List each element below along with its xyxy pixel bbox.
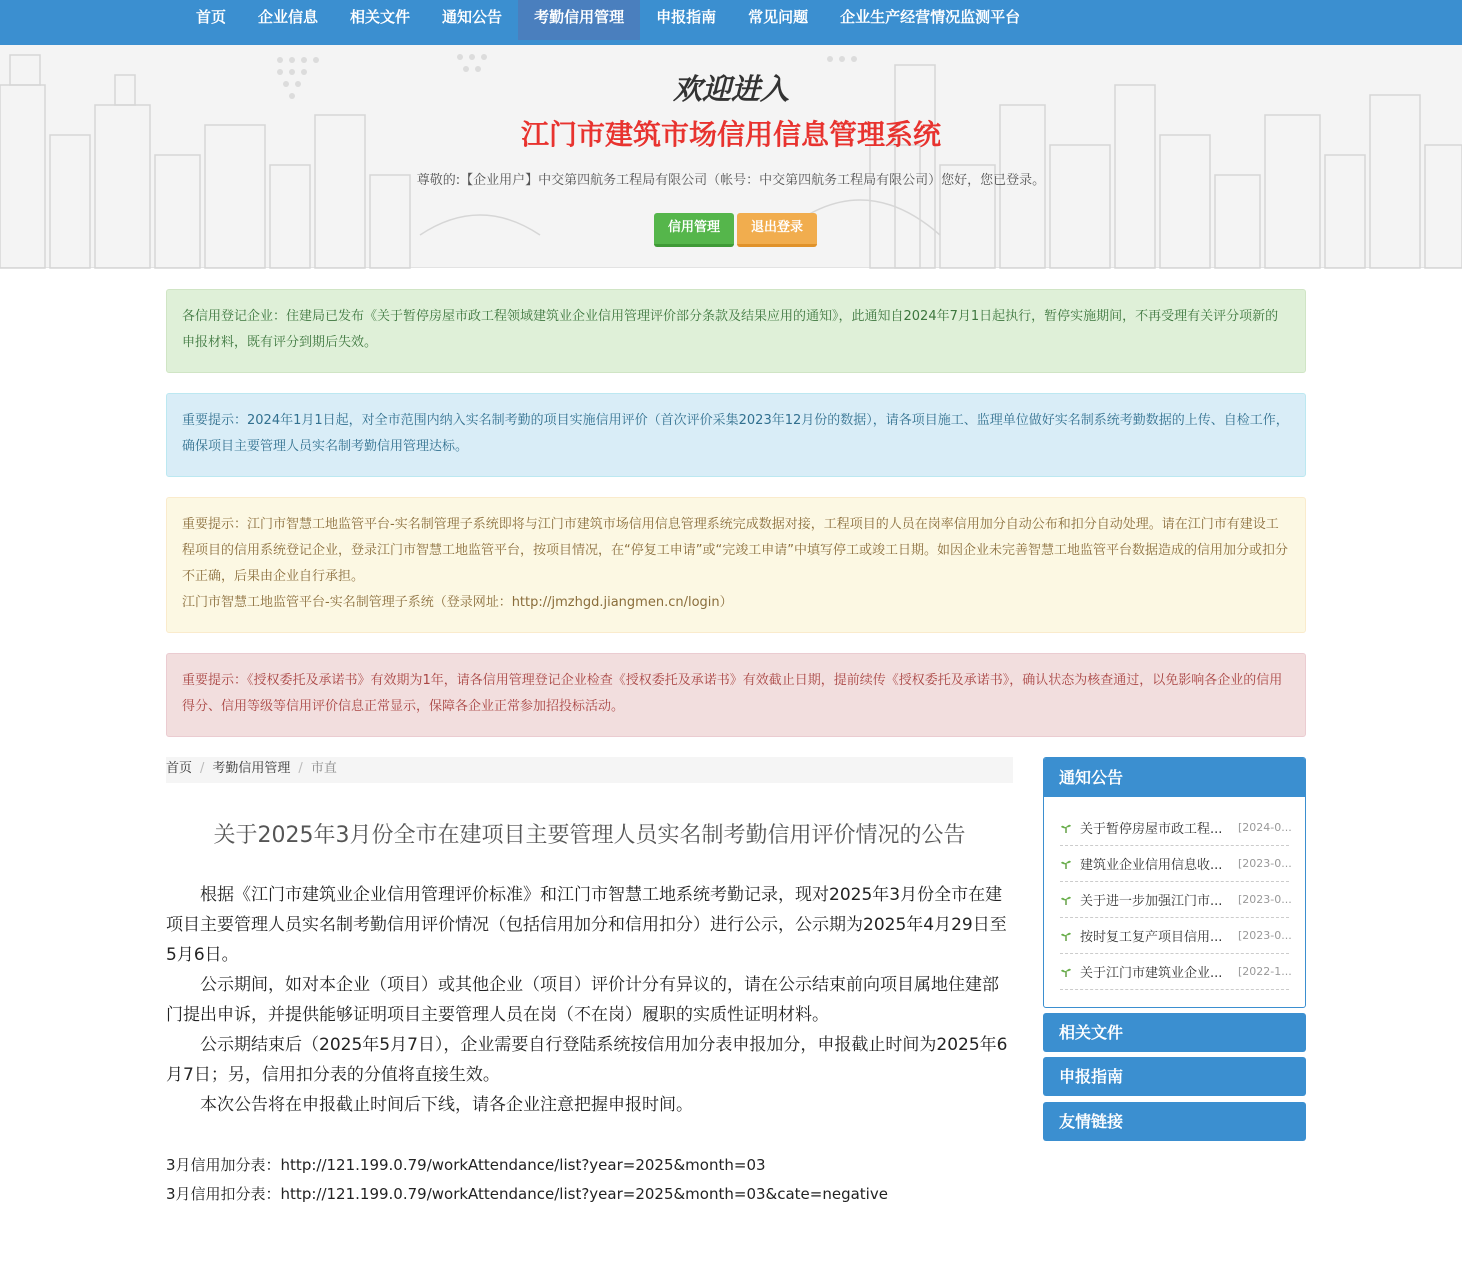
sidebar-guide[interactable]: 申报指南 (1043, 1057, 1306, 1096)
credit-plus-table-link[interactable]: 3月信用加分表：http://121.199.0.79/workAttendance/list?year=2025&month=03 (166, 1156, 766, 1174)
breadcrumb-home[interactable]: 首页 (166, 761, 193, 776)
notice-title: 建筑业企业信用信息收... (1080, 858, 1223, 873)
welcome-heading: 欢迎进入 (672, 72, 789, 106)
notice-panel-title[interactable]: 通知公告 (1044, 758, 1305, 797)
sprout-icon (1060, 858, 1072, 870)
notice-date: [2023-0... (1238, 857, 1292, 870)
notice-item[interactable] (1060, 918, 1292, 954)
nav-attendance-credit[interactable]: 考勤信用管理 (518, 0, 640, 40)
top-nav (0, 0, 1462, 45)
article-paragraph: 公示期间，如对本企业（项目）或其他企业（项目）评价计分有异议的，请在公示结束前向项目属地住建部门提出申诉，并提供能够证明项目主要管理人员在岗（不在岗）履职的实质性证明材料。 (166, 975, 999, 1025)
alert-smart-site-text: 重要提示：江门市智慧工地监管平台-实名制管理子系统即将与江门市建筑市场信用信息管理系统完成数据对接，工程项目的人员在岗率信用加分自动公布和扣分自动处理。请在江门市有建设工程项目的信用系统登记企业，登录江门市智慧工地监管平台，按项目情况，在“停复工申请”或“完竣工申请”中填写停工或竣工日期。如因企业未完善智慧工地监管平台数据造成的信用加分或扣分不正确，后果由企业自行承担。 (182, 517, 1288, 584)
nav-home[interactable]: 首页 (196, 8, 227, 26)
sprout-icon (1060, 822, 1072, 834)
alert-smart-site-login-url: 江门市智慧工地监管平台-实名制管理子系统（登录网址：http://jmzhgd.jiangmen.cn/login） (182, 595, 733, 610)
sidebar-friend-links[interactable]: 友情链接 (1043, 1102, 1306, 1141)
nav-menu (180, 0, 1036, 40)
nav-notices[interactable]: 通知公告 (442, 8, 503, 26)
notice-item[interactable] (1060, 846, 1292, 882)
nav-faq[interactable]: 常见问题 (748, 8, 809, 26)
article-paragraph: 根据《江门市建筑业企业信用管理评价标准》和江门市智慧工地系统考勤记录，现对2025年3月份全市在建项目主要管理人员实名制考勤信用评价情况（包括信用加分和信用扣分）进行公示，公示期为2025年4月29日至5月6日。 (166, 885, 1007, 965)
alert-smart-site-integration (166, 497, 1306, 633)
article-paragraph: 本次公告将在申报截止时间后下线，请各企业注意把握申报时间。 (200, 1095, 693, 1115)
notice-panel (1043, 757, 1306, 1008)
notice-title: 关于进一步加强江门市... (1080, 894, 1223, 909)
logout-button[interactable]: 退出登录 (737, 213, 817, 247)
breadcrumb-separator: / (298, 761, 303, 776)
article-links (166, 1151, 1013, 1209)
alert-suspension-text: 各信用登记企业：住建局已发布《关于暂停房屋市政工程领域建筑业企业信用管理评价部分条款及结果应用的通知》，此通知自2024年7月1日起执行，暂停实施期间，不再受理有关评分项新的申报材料，既有评分到期后失效。 (182, 309, 1279, 350)
notice-date: [2024-0... (1238, 821, 1292, 834)
alert-attendance-evaluation (166, 393, 1306, 477)
notice-title: 按时复工复产项目信用... (1080, 930, 1223, 945)
notice-date: [2022-1... (1238, 965, 1292, 978)
article-paragraph: 公示期结束后（2025年5月7日），企业需要自行登陆系统按信用加分表申报加分，申报截止时间为2025年6月7日；另，信用扣分表的分值将直接生效。 (166, 1035, 1008, 1085)
hero-banner (0, 45, 1462, 268)
credit-management-button[interactable]: 信用管理 (654, 213, 734, 247)
notice-title: 关于江门市建筑业企业... (1080, 966, 1223, 981)
user-greeting: 尊敬的:【企业用户】中交第四航务工程局有限公司（帐号：中交第四航务工程局有限公司）您好，您已登录。 (416, 173, 1046, 188)
sidebar-related-files[interactable]: 相关文件 (1043, 1013, 1306, 1052)
sprout-icon (1060, 894, 1072, 906)
breadcrumb (166, 757, 1013, 783)
breadcrumb-current: 市直 (310, 761, 337, 776)
notice-item[interactable] (1060, 810, 1292, 846)
alert-suspension-notice (166, 289, 1306, 373)
article-body (166, 880, 1013, 1120)
nav-company-info[interactable]: 企业信息 (258, 8, 319, 26)
notice-item[interactable] (1060, 954, 1292, 990)
alert-authorization-letter (166, 653, 1306, 737)
notice-item[interactable] (1060, 882, 1292, 918)
breadcrumb-section[interactable]: 考勤信用管理 (212, 761, 291, 776)
sprout-icon (1060, 930, 1072, 942)
nav-guide[interactable]: 申报指南 (656, 8, 717, 26)
notice-list (1060, 810, 1292, 990)
notice-title: 关于暂停房屋市政工程... (1080, 822, 1223, 837)
notice-date: [2023-0... (1238, 893, 1292, 906)
notice-date: [2023-0... (1238, 929, 1292, 942)
nav-related-files[interactable]: 相关文件 (350, 8, 411, 26)
sprout-icon (1060, 966, 1072, 978)
nav-monitoring-platform[interactable]: 企业生产经营情况监测平台 (840, 8, 1021, 26)
alert-authorization-text: 重要提示：《授权委托及承诺书》有效期为1年，请各信用管理登记企业检查《授权委托及承诺书》有效截止日期，提前续传《授权委托及承诺书》，确认状态为核查通过，以免影响各企业的信用得分、信用等级等信用评价信息正常显示，保障各企业正常参加招投标活动。 (182, 673, 1283, 714)
breadcrumb-separator: / (200, 761, 205, 776)
article-title: 关于2025年3月份全市在建项目主要管理人员实名制考勤信用评价情况的公告 (213, 823, 966, 848)
system-title: 江门市建筑市场信用信息管理系统 (520, 118, 941, 151)
credit-minus-table-link[interactable]: 3月信用扣分表：http://121.199.0.79/workAttendance/list?year=2025&month=03&cate=negative (166, 1185, 888, 1203)
alert-attendance-text: 重要提示：2024年1月1日起，对全市范围内纳入实名制考勤的项目实施信用评价（首次评价采集2023年12月份的数据），请各项目施工、监理单位做好实名制系统考勤数据的上传、自检工作，确保项目主要管理人员实名制考勤信用管理达标。 (182, 413, 1289, 454)
